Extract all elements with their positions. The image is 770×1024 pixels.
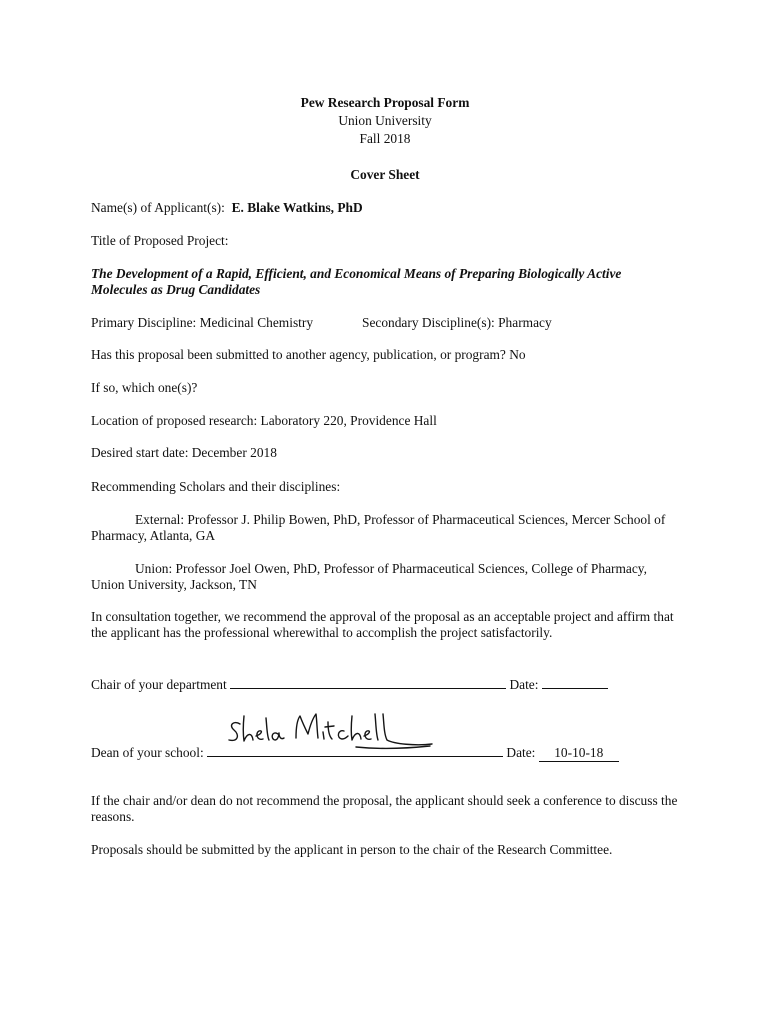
cover-sheet-title: Cover Sheet [350,167,420,182]
conference-note: If the chair and/or dean do not recommend the proposal, the applicant should seek a conference to discuss the reasons. [91,793,678,824]
union-scholar: Union: Professor Joel Owen, PhD, Professor of Pharmaceutical Sciences, College of Pharmacy, Union University, Jackson, TN [91,561,647,592]
applicant-label: Name(s) of Applicant(s): [91,200,225,215]
chair-signature-row [91,676,608,693]
project-title-line-2: Molecules as Drug Candidates [91,282,261,297]
form-title: Pew Research Proposal Form [300,95,470,110]
project-title-label: Title of Proposed Project: [91,233,229,248]
applicant-row [91,200,363,216]
external-scholar: External: Professor J. Philip Bowen, PhD, Professor of Pharmaceutical Sciences, Mercer School of Pharmacy, Atlanta, GA [91,512,666,543]
term-label: Fall 2018 [359,131,411,146]
which-ones: If so, which one(s)? [91,380,198,395]
recommending-label: Recommending Scholars and their disciplines: [91,479,341,494]
chair-date-label: Date: [509,677,539,692]
primary-discipline: Primary Discipline: Medicinal Chemistry [91,315,314,330]
submission-note: Proposals should be submitted by the applicant in person to the chair of the Research Committee. [91,842,613,857]
chair-label: Chair of your department [91,677,227,692]
research-location: Location of proposed research: Laboratory 220, Providence Hall [91,413,437,428]
submitted-elsewhere: Has this proposal been submitted to another agency, publication, or program? No [91,347,526,362]
dean-label: Dean of your school: [91,745,204,760]
project-title-line-1: The Development of a Rapid, Efficient, and Economical Means of Preparing Biologically Active [91,266,622,281]
applicant-name: E. Blake Watkins, PhD [231,200,363,215]
secondary-discipline: Secondary Discipline(s): Pharmacy [362,315,552,330]
desired-start-date: Desired start date: December 2018 [91,445,277,460]
dean-date-label: Date: [506,745,536,760]
consultation-statement: In consultation together, we recommend the approval of the proposal as an acceptable project and affirm that the applicant has the professional wherewithal to accomplish the project satisfactorily. [91,609,674,640]
dean-signature-row [91,744,619,762]
dean-date-value: 10-10-18 [539,745,619,762]
dean-signature-line [207,744,503,757]
chair-signature-line [230,676,506,689]
chair-date-line [542,676,608,689]
institution-name: Union University [338,113,432,128]
